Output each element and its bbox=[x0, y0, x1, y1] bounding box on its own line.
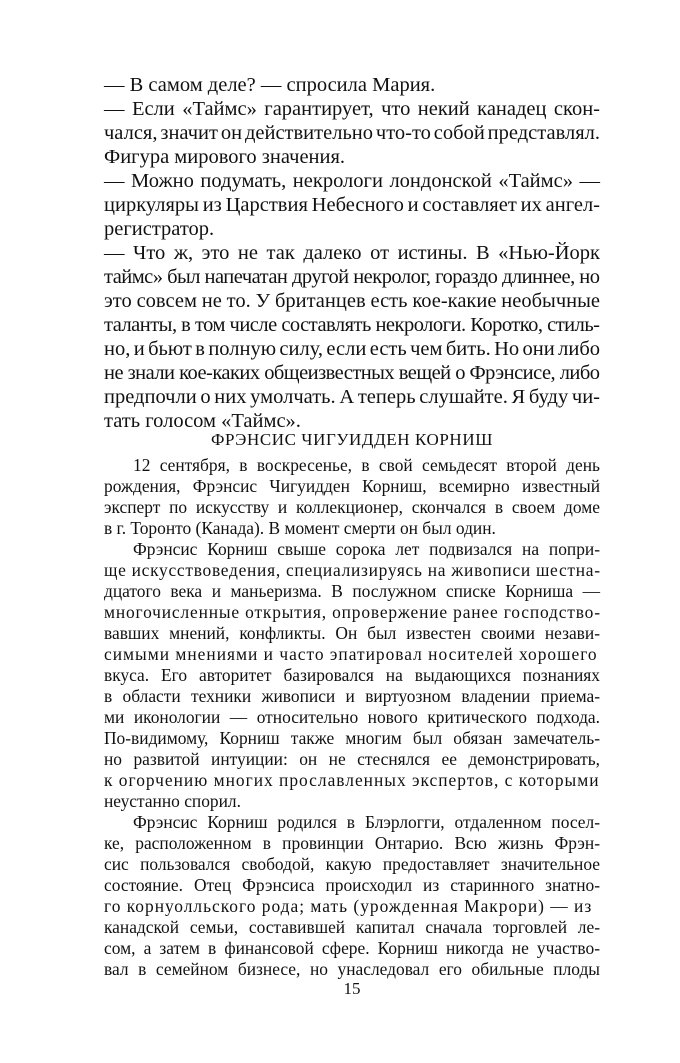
text-line: ще искусствоведения, специализируясь на живописи шестна- bbox=[104, 560, 601, 580]
page-number: 15 bbox=[343, 979, 361, 998]
text-line: Фигура мирового значения. bbox=[104, 146, 346, 168]
text-line: это совсем не то. У британцев есть кое-какие необычные bbox=[104, 290, 600, 312]
text-line: 12 сентября, в воскресенье, в свой семьдесят второй день bbox=[133, 455, 600, 475]
text-line: ми иконологии — относительно нового критического подхода. bbox=[104, 707, 600, 727]
text-line: неустанно спорил. bbox=[104, 791, 241, 811]
text-line: многочисленные открытия, опровержение ранее господство- bbox=[104, 602, 601, 622]
text-line: симыми мнениями и часто эпатировал носителей хорошего bbox=[104, 644, 598, 664]
text-line: вавших мнений, конфликты. Он был известен своими незави- bbox=[104, 623, 600, 643]
obituary-heading: ФРЭНСИС ЧИГУИДДЕН КОРНИШ bbox=[211, 430, 493, 449]
text-line: — Можно подумать, некрологи лондонской «Таймс» — bbox=[104, 170, 600, 192]
text-line: не знали кое-каких общеизвестных вещей о Фрэнсисе, либо bbox=[104, 362, 600, 384]
text-line: вал в семейном бизнесе, но унаследовал его обильные плоды bbox=[104, 959, 600, 979]
text-line: тать голосом «Таймс». bbox=[104, 410, 301, 432]
text-line: в г. Торонто (Канада). В момент смерти он был один. bbox=[104, 518, 496, 538]
text-line: По-видимому, Корниш также многим был обязан замечатель- bbox=[104, 728, 600, 748]
text-line: — В самом деле? — спросила Мария. bbox=[104, 74, 436, 96]
text-line: таланты, в том числе составлять некрологи. Коротко, стиль- bbox=[104, 314, 600, 336]
text-line: но, и бьют в полную силу, если есть чем бить. Но они либо bbox=[104, 338, 600, 360]
text-line: таймс» был напечатан другой некролог, гораздо длиннее, но bbox=[104, 266, 600, 288]
text-line: го корнуолльского рода; мать (урожденная Макрори) — из bbox=[104, 896, 593, 916]
text-line: сом, а затем в финансовой сфере. Корниш никогда не участво- bbox=[104, 938, 600, 958]
text-line: к огорчению многих прославленных экспертов, с которыми bbox=[104, 770, 600, 790]
text-line: регистратор. bbox=[104, 218, 215, 240]
text-line: но развитой интуиции: он не стеснялся ее демонстрировать, bbox=[104, 749, 600, 769]
text-line: канадской семьи, составившей капитал сначала торговлей ле- bbox=[104, 917, 600, 937]
text-line: предпочли о них умолчать. А теперь слушайте. Я буду чи- bbox=[104, 386, 600, 408]
text-line: чался, значит он действительно что-то собой представлял. bbox=[104, 122, 600, 144]
text-line: эксперт по искусству и коллекционер, скончался в своем доме bbox=[104, 497, 600, 517]
text-line: ке, расположенном в провинции Онтарио. Всю жизнь Фрэн- bbox=[104, 833, 600, 853]
text-line: дцатого века и маньеризма. В послужном списке Корниша — bbox=[104, 581, 600, 601]
text-line: — Что ж, это не так далеко от истины. В «Нью-Йорк bbox=[104, 242, 600, 264]
text-line: Фрэнсис Корниш свыше сорока лет подвизался на попри- bbox=[133, 539, 600, 559]
text-line: вкуса. Его авторитет базировался на выдающихся познаниях bbox=[104, 665, 600, 685]
text-line: Фрэнсис Корниш родился в Блэрлогги, отдаленном посел- bbox=[133, 812, 600, 832]
text-line: в области техники живописи и виртуозном владении приема- bbox=[104, 686, 600, 706]
text-line: состояние. Отец Фрэнсиса происходил из старинного знатно- bbox=[104, 875, 600, 895]
text-line: циркуляры из Царствия Небесного и составляет их ангел- bbox=[104, 194, 600, 216]
text-line: — Если «Таймс» гарантирует, что некий канадец скон- bbox=[104, 98, 600, 120]
text-line: сис пользовался свободой, какую предоставляет значительное bbox=[104, 854, 600, 874]
text-line: рождения, Фрэнсис Чигуидден Корниш, всемирно известный bbox=[104, 476, 600, 496]
